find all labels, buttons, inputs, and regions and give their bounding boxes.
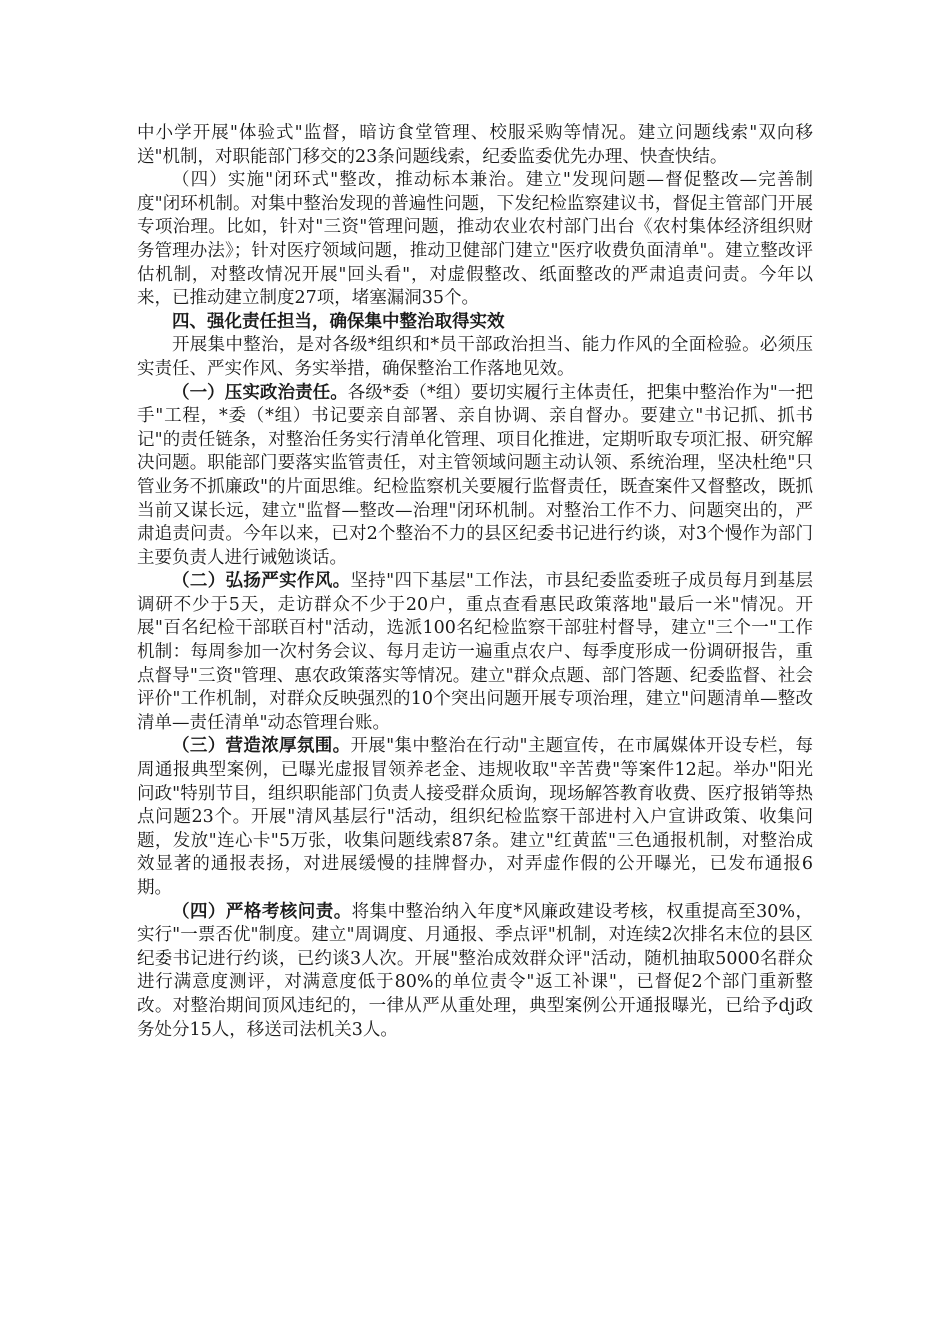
item-1-lead: （一）压实政治责任。 bbox=[172, 382, 348, 403]
item-1-body: 各级*委（*组）要切实履行主体责任，把集中整治作为"一把手"工程，*委（*组）书记要亲自部署、亲自协调、亲自督办。要建立"书记抓、抓书记"的责任链条，对整治任务实行清单化管理、项目化推进，定期听取专项汇报、研究解决问题。职能部门要落实监管责任，对主管领域问题主动认领、系统治理，坚决杜绝"只管业务不抓廉政"的片面思维。纪检监察机关要履行监督责任，既查案件又督整改，既抓当前又谋长远，建立"监督—整改—治理"闭环机制。对整治工作不力、问题突出的，严肃追责问责。今年以来，已对2个整治不力的县区纪委书记进行约谈，对3个慢作为部门主要负责人进行诫勉谈话。 bbox=[137, 382, 813, 568]
paragraph-item-3 bbox=[137, 735, 813, 900]
paragraph-continued: 中小学开展"体验式"监督，暗访食堂管理、校服采购等情况。建立问题线索"双向移送"机制，对职能部门移交的23条问题线索，纪委监委优先办理、快查快结。 bbox=[137, 123, 813, 167]
item-4-lead: （四）严格考核问责。 bbox=[172, 901, 352, 922]
document-body bbox=[137, 122, 813, 1042]
item-3-lead: （三）营造浓厚氛围。 bbox=[172, 736, 351, 757]
item-3-body: 开展"集中整治在行动"主题宣传，在市属媒体开设专栏，每周通报典型案例，已曝光虚报冒领养老金、违规收取"辛苦费"等案件12起。举办"阳光问政"特别节目，组织职能部门负责人接受群众质询，现场解答教育收费、医疗报销等热点问题23个。开展"清风基层行"活动，组织纪检监察干部进村入户宣讲政策、收集问题，发放"连心卡"5万张，收集问题线索87条。建立"红黄蓝"三色通报机制，对整治成效显著的通报表扬，对进展缓慢的挂牌督办，对弄虚作假的公开曝光，已发布通报6期。 bbox=[137, 736, 813, 898]
paragraph-closed-loop-rectification: （四）实施"闭环式"整改，推动标本兼治。建立"发现问题—督促整改—完善制度"闭环机制。对集中整治发现的普遍性问题，下发纪检监察建议书，督促主管部门开展专项治理。比如，针对"三资"管理问题，推动农业农村部门出台《农村集体经济组织财务管理办法》；针对医疗领域问题，推动卫健部门建立"医疗收费负面清单"。建立整改评估机制，对整改情况开展"回头看"，对虚假整改、纸面整改的严肃追责问责。今年以来，已推动建立制度27项，堵塞漏洞35个。 bbox=[137, 170, 813, 309]
item-2-body: 坚持"四下基层"工作法，市县纪委监委班子成员每月到基层调研不少于5天，走访群众不少于20户，重点查看惠民政策落地"最后一米"情况。开展"百名纪检干部联百村"活动，选派100名纪检监察干部驻村督导，建立"三个一"工作机制：每周参加一次村务会议、每月走访一遍重点农户、每季度形成一份调研报告，重点督导"三资"管理、惠农政策落实等情况。建立"群众点题、部门答题、纪委监督、社会评价"工作机制，对群众反映强烈的10个突出问题开展专项治理，建立"问题清单—整改清单—责任清单"动态管理台账。 bbox=[137, 571, 813, 733]
section-heading-four: 四、强化责任担当，确保集中整治取得实效 bbox=[172, 311, 505, 332]
paragraph-item-2 bbox=[137, 570, 813, 735]
paragraph-item-4 bbox=[137, 901, 813, 1043]
item-4-body: 将集中整治纳入年度*风廉政建设考核，权重提高至30%，实行"一票否优"制度。建立"周调度、月通报、季点评"机制，对连续2次排名末位的县区纪委书记进行约谈，已约谈3人次。开展"整治成效群众评"活动，随机抽取5000名群众进行满意度测评，对满意度低于80%的单位责令"返工补课"，已督促2个部门重新整改。对整治期间顶风违纪的，一律从严从重处理，典型案例公开通报曝光，已给予dj政务处分15人，移送司法机关3人。 bbox=[137, 901, 814, 1040]
paragraph-item-1 bbox=[137, 382, 813, 571]
paragraph-section-intro: 开展集中整治，是对各级*组织和*员干部政治担当、能力作风的全面检验。必须压实责任、严实作风、务实举措，确保整治工作落地见效。 bbox=[137, 335, 813, 379]
item-2-lead: （二）弘扬严实作风。 bbox=[172, 571, 351, 592]
